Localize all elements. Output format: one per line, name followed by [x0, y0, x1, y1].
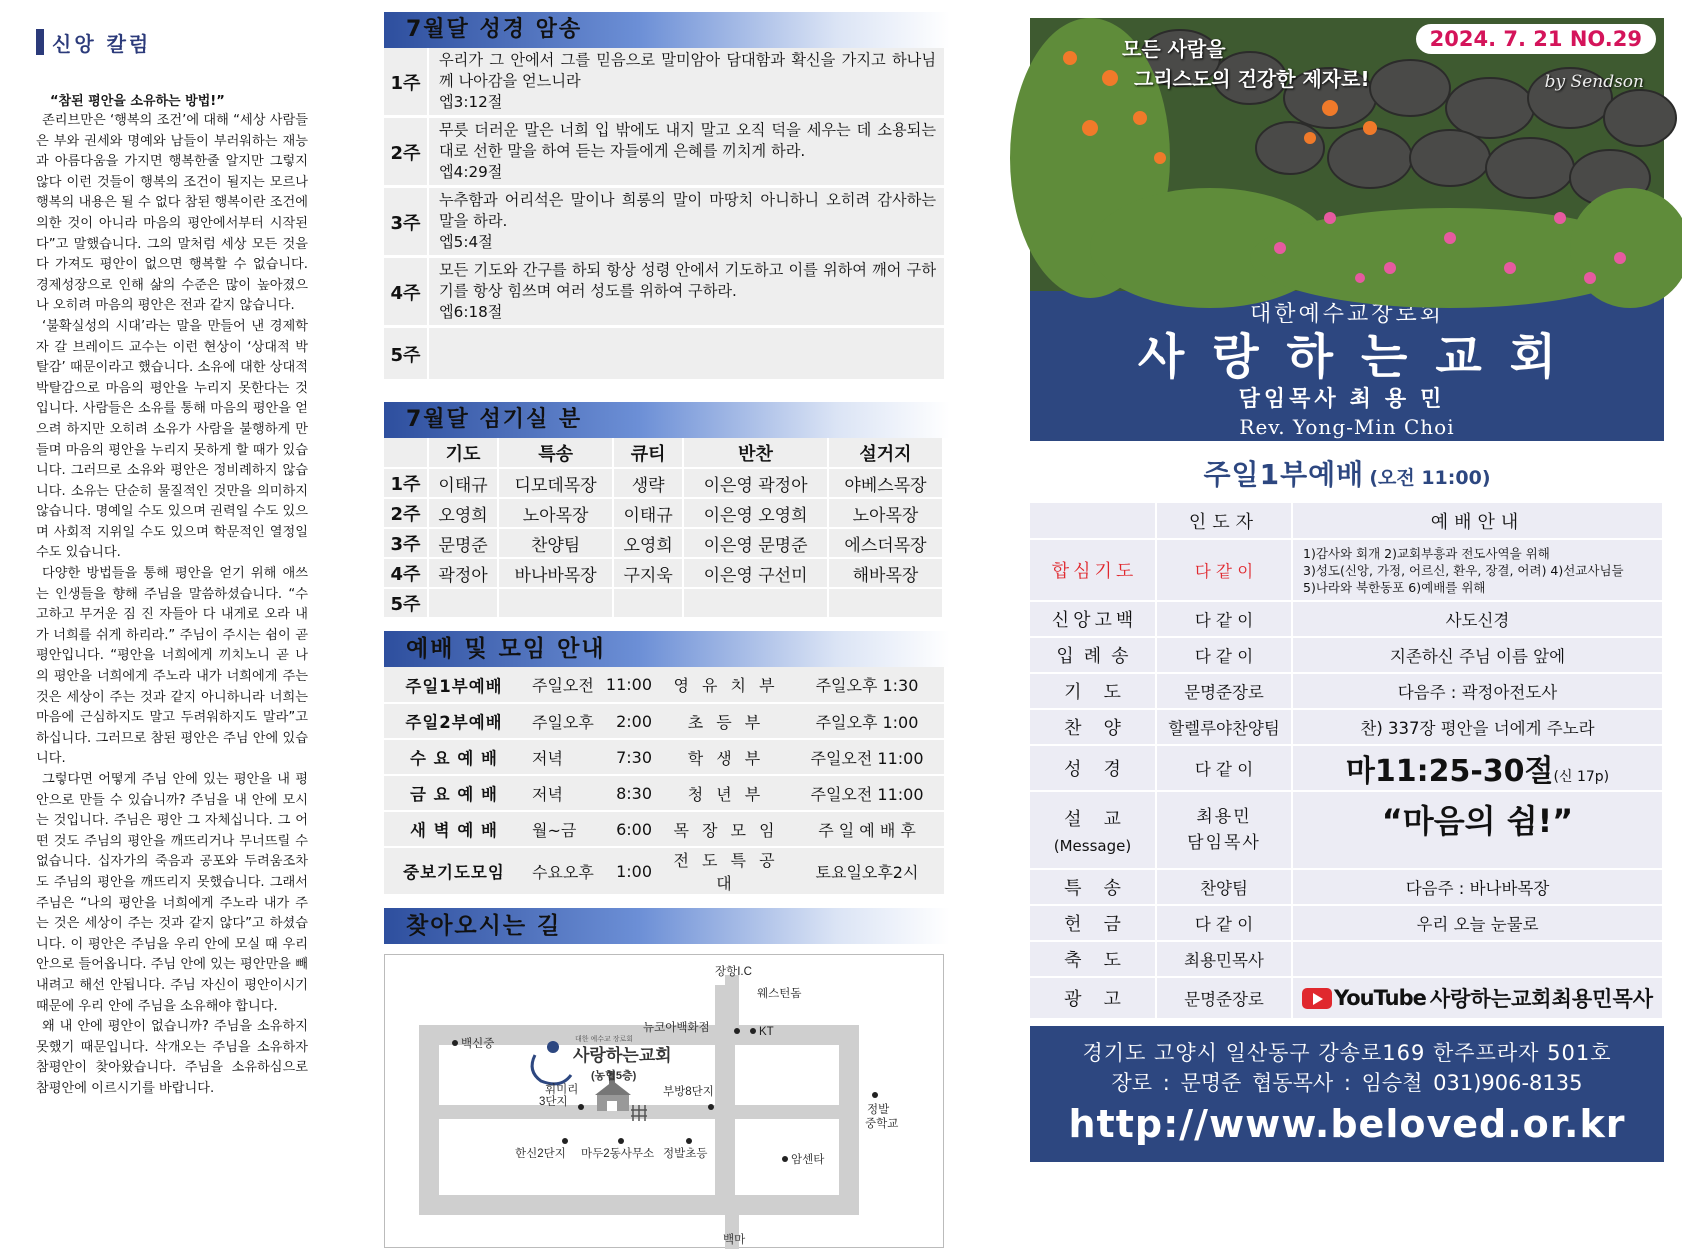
- services-table: [384, 667, 944, 896]
- duty-cell: 노아목장: [498, 498, 613, 528]
- duty-cell: 3주: [384, 528, 428, 558]
- duty-header: 특송: [498, 438, 613, 468]
- order-label: [1030, 791, 1156, 869]
- scripture-reference: [1346, 754, 1609, 789]
- order-label: 합심기도: [1030, 539, 1156, 601]
- order-guide: [1292, 539, 1663, 601]
- duty-cell: 바나바목장: [498, 558, 613, 588]
- map-label-westerndom: 웨스턴돔: [757, 988, 802, 1000]
- table-row: [1030, 745, 1663, 791]
- church-contacts: 장로 : 문명준 협동목사 : 임승철 031)906-8135: [1111, 1071, 1583, 1095]
- church-name: 사랑하는교회: [1137, 329, 1585, 385]
- cover-column: [1030, 18, 1664, 1162]
- map-label-cancer: 암센타: [791, 1154, 825, 1166]
- pastor-line: [1030, 386, 1664, 414]
- column-paragraph: 존리브만은 ‘행복의 조건’에 대해 “세상 사람들은 부와 권세와 명예와 남들이 부러워하는 재능과 아름다움을 가지면 행복한줄 알지만 그렇지 않다 이런 것들이 행복의 조건이 될지는 모르나 행복의 내용은 될 수 없다 참된 행복이란 조건에 의한 것이 아니라 마음의 평안에서부터 시작된다”고 말했습니다. 그의 말처럼 세상 모든 것을 다 가져도 평안이 없으면 행복할 수 없습니다. 경제성장으로 인해 삶의 수준은 많이 높아졌으나 오히려 마음의 평안은 전과 같지 않습니다.: [36, 113, 308, 314]
- prayer-list: [1293, 545, 1662, 596]
- verse-cell: [428, 257, 944, 327]
- order-leader: [1156, 791, 1292, 869]
- order-label: 성경: [1030, 745, 1156, 791]
- block: [735, 1045, 839, 1105]
- pastor-english-name: Rev. Yong-Min Choi: [1239, 415, 1455, 439]
- duty-header: 설거지: [828, 438, 943, 468]
- service-day: 주일오후: [524, 703, 602, 739]
- duty-header: 반찬: [683, 438, 828, 468]
- table-row: [384, 117, 944, 187]
- prayer-item: 3)성도(신앙, 가정, 어르신, 환우, 장결, 어려) 4)선교사님들: [1303, 562, 1624, 578]
- map-label-church-small: 대한 예수교 장로회: [575, 1036, 633, 1043]
- duty-cell: [683, 588, 828, 618]
- service-time: 2:00: [602, 703, 662, 739]
- map-label-kt: KT: [759, 1026, 774, 1038]
- order-label: 찬양: [1030, 709, 1156, 745]
- table-row: [384, 48, 944, 117]
- youtube-link[interactable]: [1302, 983, 1653, 1013]
- road: [839, 1025, 859, 1215]
- duty-cell: 이태규: [428, 468, 498, 498]
- issue-date: 2024. 7. 21 NO.29: [1416, 24, 1656, 54]
- order-guide: 다음주 : 곽정아전도사: [1292, 673, 1663, 709]
- order-leader: 문명준장로: [1156, 673, 1292, 709]
- marker-dot: [872, 1092, 878, 1098]
- info-column: [384, 12, 950, 1248]
- order-leader: 다 같 이: [1156, 745, 1292, 791]
- worship-order-table: [1030, 503, 1664, 1020]
- map-label-hanshin: 한신2단지: [515, 1148, 566, 1160]
- duty-header: 기도: [428, 438, 498, 468]
- sermon-title: “마음의 쉼!”: [1381, 802, 1574, 840]
- youtube-play-icon: [1302, 988, 1332, 1009]
- youtube-channel: 사랑하는교회최용민목사: [1429, 987, 1654, 1011]
- sermon-label: 설교: [1064, 809, 1143, 830]
- verse-cell: [428, 327, 944, 381]
- duty-cell: 이태규: [613, 498, 683, 528]
- duty-cell: 찬양팀: [498, 528, 613, 558]
- map-label-madu: 마두2동사무소: [581, 1148, 655, 1160]
- map-label-church: 사랑하는교회: [573, 1046, 672, 1065]
- order-guide: 사도신경: [1292, 601, 1663, 637]
- marker-dot: [750, 1028, 756, 1034]
- service-name: 금 요 예 배: [384, 775, 524, 811]
- table-row: [384, 498, 943, 528]
- table-row: [384, 558, 943, 588]
- service-name: 수 요 예 배: [384, 739, 524, 775]
- table-row: [1030, 869, 1663, 905]
- order-guide: 찬) 337장 평안을 너에게 주노라: [1292, 709, 1663, 745]
- service-name: 새 벽 예 배: [384, 811, 524, 847]
- church-address: 경기도 고양시 일산동구 강송로169 한주프라자 501호: [1082, 1041, 1612, 1065]
- duty-cell: 야베스목장: [828, 468, 943, 498]
- marker-dot: [618, 1138, 624, 1144]
- table-row: [384, 528, 943, 558]
- duty-header: [384, 438, 428, 468]
- service-time: (오전 11:00): [1369, 467, 1491, 489]
- column-paragraph: 다양한 방법들을 통해 평안을 얻기 위해 애쓰는 인생들을 향해 주님을 말씀하셨습니다. “수고하고 무거운 짐 진 자들아 다 내게로 오라 내가 너희를 쉬게 하리라.” 주님이 주시는 쉼이 곧 평안입니다. “평안을 너희에게 끼치노니 곧 나의 평안을 너희에게 주노라 내가 너희에게 주는 것은 세상이 주는 것과 같지 아니하니라 너희는 마음에 근심하지도 말고 두려워하지도 말라”고 하십니다. 그러므로 참된 평안은 주님 안에 있습니다.: [36, 566, 308, 767]
- duty-cell: 생략: [613, 468, 683, 498]
- column-paragraph: 그렇다면 어떻게 주님 안에 있는 평안을 내 평안으로 만들 수 있습니까? 주님을 내 안에 모시는 것입니다. 주님은 평안 그 자체십니다. 그 어떤 것도 주님의 평안을 깨뜨리거나 무너뜨릴 수 없습니다. 십자가의 죽음과 공포와 두려움조차도 주님의 평안을 깨뜨리지 못했습니다. 그래서 주님은 “나의 평안을 너희에게 주노라 내가 주는 것은 세상이 주는 것과 같지 않다”고 하셨습니다. 이 평안은 주님을 우리 안에 모실 때 우리 안으로 들어옵니다. 주님 안에 있는 평안만을 빼내려고 해선 안됩니다. 주님 자신이 평안이시기 때문에 우리 안에 주님을 소유해야 합니다.: [36, 772, 308, 1014]
- marker-dot: [562, 1138, 568, 1144]
- order-header-guide: 예배안내: [1292, 503, 1663, 539]
- dept-name: 전 도 특 공 대: [662, 847, 790, 895]
- sermon-sub-label: (Message): [1053, 837, 1132, 855]
- column-heading: 신앙 칼럼: [52, 31, 152, 56]
- pastor-label: 담임목사: [1238, 387, 1340, 412]
- order-label: 축도: [1030, 941, 1156, 977]
- service-day: 월~금: [524, 811, 602, 847]
- dept-name: 학 생 부: [662, 739, 790, 775]
- duty-cell: 2주: [384, 498, 428, 528]
- column-body: [36, 111, 308, 1100]
- table-row: [384, 257, 944, 327]
- crosswalk-icon: [631, 1105, 647, 1121]
- table-row: [384, 588, 943, 618]
- duty-cell: 이은영 오영희: [683, 498, 828, 528]
- slogan-line: 그리스도의 건강한 제자로!: [1134, 67, 1370, 91]
- dept-time: 토요일오후2시: [790, 847, 944, 895]
- slogan-line: 모든 사람을: [1122, 37, 1226, 61]
- service-time: 1:00: [602, 847, 662, 895]
- service-name: 주일1부예배: [384, 667, 524, 703]
- order-leader: 다 같 이: [1156, 601, 1292, 637]
- dept-time: 주일오전 11:00: [790, 775, 944, 811]
- map-label-baekshin: 백신중: [461, 1038, 495, 1050]
- service-title: 주일1부예배: [1203, 458, 1365, 491]
- dept-name: 초 등 부: [662, 703, 790, 739]
- order-guide: [1292, 941, 1663, 977]
- order-header-row: [1030, 503, 1663, 539]
- order-label: 특송: [1030, 869, 1156, 905]
- denomination: 대한예수교장로회: [1249, 302, 1445, 327]
- duty-cell: [828, 588, 943, 618]
- dept-name: 영 유 치 부: [662, 667, 790, 703]
- dept-time: 주일오후 1:00: [790, 703, 944, 739]
- dept-time: 주일오후 1:30: [790, 667, 944, 703]
- duty-cell: 문명준: [428, 528, 498, 558]
- table-row: [384, 703, 944, 739]
- table-row: [384, 667, 944, 703]
- week-cell: 1주: [384, 48, 428, 117]
- marker-dot: [708, 1104, 714, 1110]
- duty-cell: 에스더목장: [828, 528, 943, 558]
- verse-cell: [428, 117, 944, 187]
- duty-cell: 이은영 곽정아: [683, 468, 828, 498]
- map-label-humiri2: 3단지: [539, 1096, 568, 1108]
- verse-cell: [428, 187, 944, 257]
- duty-header-row: [384, 438, 943, 468]
- duty-title: 7월달 섬기실 분: [384, 402, 950, 438]
- order-guide: [1292, 791, 1663, 869]
- table-row: [1030, 539, 1663, 601]
- table-row: [384, 811, 944, 847]
- verse-cell: [428, 48, 944, 117]
- duty-cell: [613, 588, 683, 618]
- dept-name: 목 장 모 임: [662, 811, 790, 847]
- order-leader: 문명준장로: [1156, 977, 1292, 1019]
- map-label-humiri: 휘미리: [545, 1084, 579, 1096]
- marker-dot: [782, 1156, 788, 1162]
- duty-table: [384, 438, 944, 619]
- verse-ref: 엡4:29절: [439, 163, 503, 181]
- pastor-name: 최용민: [1349, 387, 1456, 412]
- photo-credit: by Sendson: [1544, 72, 1644, 92]
- road: [725, 975, 739, 1025]
- dept-name: 청 년 부: [662, 775, 790, 811]
- table-row: [384, 327, 944, 381]
- marker-dot: [734, 1028, 740, 1034]
- table-row: [1030, 709, 1663, 745]
- order-leader: 최용민목사: [1156, 941, 1292, 977]
- table-row: [1030, 673, 1663, 709]
- duty-cell: 디모데목장: [498, 468, 613, 498]
- duty-cell: 4주: [384, 558, 428, 588]
- order-guide: 다음주 : 바나바목장: [1292, 869, 1663, 905]
- table-row: [1030, 637, 1663, 673]
- duty-cell: 5주: [384, 588, 428, 618]
- duty-cell: 구지욱: [613, 558, 683, 588]
- week-cell: 5주: [384, 327, 428, 381]
- duty-cell: [498, 588, 613, 618]
- verse-ref: 엡6:18절: [439, 303, 503, 321]
- table-row: [1030, 601, 1663, 637]
- duty-cell: 오영희: [428, 498, 498, 528]
- dept-time: 주일오전 11:00: [790, 739, 944, 775]
- order-header-blank: [1030, 503, 1156, 539]
- slogan: [1122, 34, 1370, 94]
- dept-time: 주 일 예 배 후: [790, 811, 944, 847]
- service-day: 저녁: [524, 739, 602, 775]
- table-row: [384, 775, 944, 811]
- verse-ref: 엡5:4절: [439, 233, 493, 251]
- memory-table: [384, 48, 944, 382]
- verse-text: 우리가 그 안에서 그를 믿음으로 말미암아 담대함과 확신을 가지고 하나님께 나아감을 얻느니라: [439, 51, 936, 90]
- map-label-jeongbal: 정발: [867, 1104, 890, 1116]
- map-label-bubang: 부방8단지: [663, 1086, 714, 1098]
- table-row: [384, 847, 944, 895]
- order-guide: 우리 오늘 눈물로: [1292, 905, 1663, 941]
- cover-photo: [1030, 18, 1664, 291]
- service-name: 중보기도모임: [384, 847, 524, 895]
- table-row: [1030, 941, 1663, 977]
- verse-text: 모든 기도와 간구를 하되 항상 성령 안에서 기도하고 이를 위하여 깨어 구하기를 항상 힘쓰며 여러 성도를 위하여 구하라.: [439, 261, 936, 300]
- website-link[interactable]: http://www.beloved.or.kr: [1068, 1102, 1626, 1146]
- scripture-page: (신 17p): [1553, 769, 1610, 785]
- marker-dot: [578, 1104, 584, 1110]
- table-row: [384, 187, 944, 257]
- week-cell: 4주: [384, 257, 428, 327]
- road: [419, 1195, 859, 1215]
- road: [419, 1025, 439, 1215]
- map-label-baekma: 백마: [723, 1234, 746, 1246]
- map-title: 찾아오시는 길: [384, 908, 950, 944]
- order-guide: [1292, 977, 1663, 1019]
- duty-header: 큐티: [613, 438, 683, 468]
- duty-cell: 1주: [384, 468, 428, 498]
- church-banner: [1030, 291, 1664, 441]
- order-leader: 찬양팀: [1156, 869, 1292, 905]
- service-day: 주일오전: [524, 667, 602, 703]
- verse-text: 누추함과 어리석은 말이나 희롱의 말이 마땅치 아니하니 오히려 감사하는 말을 하라.: [439, 191, 936, 230]
- heading-bar: [36, 29, 44, 55]
- order-leader: 다 같 이: [1156, 637, 1292, 673]
- week-cell: 3주: [384, 187, 428, 257]
- order-leader: 다 같 이: [1156, 539, 1292, 601]
- column-paragraph: ‘불확실성의 시대’라는 말을 만들어 낸 경제학자 갈 브레이드 교수는 이런 현상이 ‘상대적 박탈감’ 때문이라고 했습니다. 소유에 대한 상대적 박탈감으로 마음의 평안을 누리지 못한다는 것입니다. 사람들은 소유를 통해 마음의 평안을 얻으려 하지만 오히려 소유가 사람을 불행하게 만들며 마음의 평안을 누리지 못하게 할 때가 있습니다. 그러므로 소유와 평안은 정비례하지 않습니다. 소유는 단순히 물질적인 것만을 의미하지 않습니다. 명예일 수도 있으며 권력일 수도 있으며 사회적 지위일 수도 있으며 학문적인 열정일 수도 있습니다.: [36, 318, 308, 561]
- marker-dot: [452, 1040, 458, 1046]
- order-leader: 할렐루야찬양팀: [1156, 709, 1292, 745]
- week-cell: 2주: [384, 117, 428, 187]
- marker-dot: [686, 1138, 692, 1144]
- duty-cell: 이은영 구선미: [683, 558, 828, 588]
- duty-cell: 해바목장: [828, 558, 943, 588]
- service-name: 주일2부예배: [384, 703, 524, 739]
- service-time: 6:00: [602, 811, 662, 847]
- order-label: 신앙고백: [1030, 601, 1156, 637]
- service-day: 수요오후: [524, 847, 602, 895]
- service-heading: [1030, 453, 1664, 493]
- order-label: 헌금: [1030, 905, 1156, 941]
- map-label-newcore: 뉴코아백화점: [643, 1022, 710, 1034]
- service-time: 8:30: [602, 775, 662, 811]
- prayer-item: 5)나라와 북한동포 6)예배를 위해: [1303, 579, 1486, 595]
- verse-ref: 엡3:12절: [439, 93, 503, 111]
- map-label-floor: (농협5층): [591, 1070, 637, 1082]
- column-paragraph: 왜 내 안에 평안이 없습니까? 주님을 소유하지 못했기 때문입니다. 삭개오는 주님을 소유하자 참평안이 찾아왔습니다. 주님을 소유하심으로 참평안에 이르시기를 바랍니다.: [36, 1019, 308, 1096]
- contact-footer: [1030, 1026, 1664, 1162]
- map-label-jeongbalcho: 정발초등: [663, 1148, 708, 1160]
- duty-cell: 노아목장: [828, 498, 943, 528]
- service-day: 저녁: [524, 775, 602, 811]
- memory-title: 7월달 성경 암송: [384, 12, 950, 48]
- verse-text: 무릇 더러운 말은 너희 입 밖에도 내지 말고 오직 덕을 세우는 데 소용되는 대로 선한 말을 하여 듣는 자들에게 은혜를 끼치게 하라.: [439, 121, 936, 160]
- table-row: [1030, 977, 1663, 1019]
- scripture-ref-text: 마11:25-30절: [1345, 754, 1554, 789]
- services-title: 예배 및 모임 안내: [384, 631, 950, 667]
- location-map: [384, 954, 944, 1248]
- table-row: [1030, 791, 1663, 869]
- order-label: 입례송: [1030, 637, 1156, 673]
- order-guide: 지존하신 주님 이름 앞에: [1292, 637, 1663, 673]
- map-label-ic: 장항I.C: [715, 966, 752, 978]
- service-time: 11:00: [602, 667, 662, 703]
- order-label: 광고: [1030, 977, 1156, 1019]
- map-drawing: [385, 955, 945, 1249]
- column-subtitle: “참된 평안을 소유하는 방법!”: [50, 94, 225, 109]
- duty-cell: 이은영 문명준: [683, 528, 828, 558]
- prayer-item: 1)감사와 회개 2)교회부흥과 전도사역을 위해: [1303, 545, 1550, 561]
- column-header: [36, 20, 308, 64]
- sermon-leader-title: 담임목사: [1187, 833, 1261, 853]
- order-leader: 다 같 이: [1156, 905, 1292, 941]
- duty-cell: 곽정아: [428, 558, 498, 588]
- duty-cell: 오영희: [613, 528, 683, 558]
- sermon-leader-name: 최용민: [1196, 807, 1252, 827]
- map-label-jeongbal2: 중학교: [865, 1118, 899, 1130]
- order-guide: [1292, 745, 1663, 791]
- duty-cell: [428, 588, 498, 618]
- order-label: 기도: [1030, 673, 1156, 709]
- faith-column: [36, 20, 308, 1180]
- service-time: 7:30: [602, 739, 662, 775]
- table-row: [384, 468, 943, 498]
- order-header-leader: 인도자: [1156, 503, 1292, 539]
- table-row: [1030, 905, 1663, 941]
- table-row: [384, 739, 944, 775]
- youtube-word: YouTube: [1333, 986, 1426, 1010]
